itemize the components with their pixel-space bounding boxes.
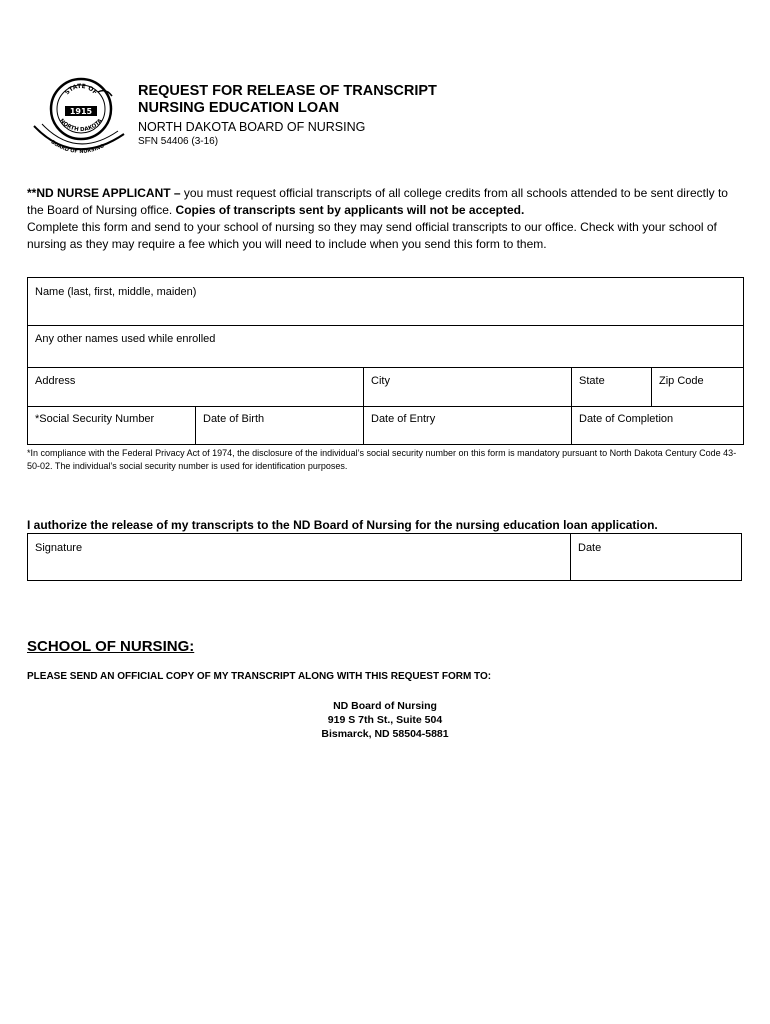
- zip-field[interactable]: [652, 368, 744, 407]
- other-names-field[interactable]: [28, 326, 744, 368]
- ssn-field[interactable]: [28, 407, 196, 445]
- address-line-1: ND Board of Nursing: [333, 700, 437, 712]
- applicant-info-table: [27, 277, 744, 445]
- privacy-act-note: *In compliance with the Federal Privacy Act of 1974, the disclosure of the individual’s social security number on this form is mandatory pursuant to North Dakota Century Code 43-50-02. The individual’s social security number is used for identification purposes.: [27, 448, 737, 471]
- zip-label: Zip Code: [659, 375, 704, 387]
- svg-text:1915: 1915: [69, 107, 93, 116]
- svg-text:STATE OF: STATE OF: [63, 82, 99, 97]
- copies-warning: Copies of transcripts sent by applicants will not be accepted.: [175, 203, 525, 217]
- form-title-line2: NURSING EDUCATION LOAN: [138, 100, 340, 116]
- address-label: Address: [35, 375, 76, 387]
- instructions-text-2: Complete this form and send to your school of nursing so they may send official transcripts to our office. Check with your school of nursing as they may require a fee which you will need to include when you send this form to them.: [27, 220, 717, 251]
- applicant-instructions: [27, 185, 747, 253]
- send-transcript-instruction: PLEASE SEND AN OFFICIAL COPY OF MY TRANSCRIPT ALONG WITH THIS REQUEST FORM TO:: [27, 671, 492, 682]
- board-mailing-address: [0, 699, 770, 741]
- name-label: Name (last, first, middle, maiden): [35, 286, 197, 298]
- instructions-text-1: you must request official transcripts of all college credits from all schools attended to be sent directly to the Board of Nursing office.: [27, 186, 728, 217]
- state-field[interactable]: [572, 368, 652, 407]
- signature-date-field[interactable]: [571, 534, 742, 581]
- dob-label: Date of Birth: [203, 413, 265, 425]
- signature-date-label: Date: [578, 542, 602, 554]
- school-of-nursing-heading: SCHOOL OF NURSING:: [27, 638, 195, 655]
- form-title-line1: REQUEST FOR RELEASE OF TRANSCRIPT: [138, 83, 437, 99]
- city-label: City: [371, 375, 390, 387]
- signature-field[interactable]: [28, 534, 571, 581]
- other-names-label: Any other names used while enrolled: [35, 333, 216, 345]
- applicant-lead: **ND NURSE APPLICANT –: [27, 186, 184, 200]
- signature-label: Signature: [35, 542, 83, 554]
- authorization-statement: I authorize the release of my transcripts to the ND Board of Nursing for the nursing education loan application.: [27, 518, 658, 532]
- board-of-nursing-seal: [24, 76, 134, 164]
- address-line-2: 919 S 7th St., Suite 504: [327, 714, 443, 726]
- form-number: SFN 54406 (3-16): [138, 136, 219, 147]
- date-of-completion-field[interactable]: [572, 407, 744, 445]
- state-label: State: [579, 375, 605, 387]
- date-of-completion-label: Date of Completion: [579, 413, 674, 425]
- signature-table: [27, 533, 742, 581]
- form-header: [138, 83, 437, 147]
- agency-name: NORTH DAKOTA BOARD OF NURSING: [138, 120, 366, 134]
- dob-field[interactable]: [196, 407, 364, 445]
- date-of-entry-label: Date of Entry: [371, 413, 436, 425]
- ssn-label: *Social Security Number: [35, 413, 155, 425]
- svg-text:NORTH DAKOTA: NORTH DAKOTA: [58, 118, 104, 134]
- address-line-3: Bismarck, ND 58504-5881: [321, 728, 449, 740]
- name-field[interactable]: [28, 278, 744, 326]
- address-field[interactable]: [28, 368, 364, 407]
- date-of-entry-field[interactable]: [364, 407, 572, 445]
- city-field[interactable]: [364, 368, 572, 407]
- svg-text:BOARD OF NURSING: BOARD OF NURSING: [49, 139, 106, 155]
